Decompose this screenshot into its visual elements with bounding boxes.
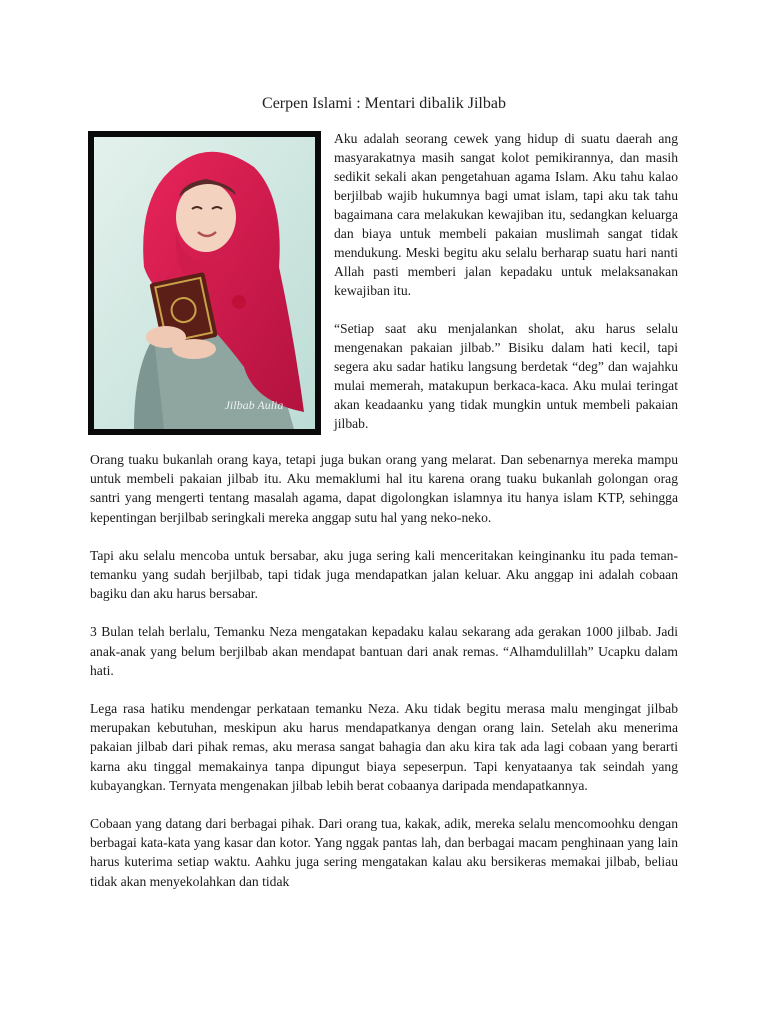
document-title: Cerpen Islami : Mentari dibalik Jilbab: [262, 95, 506, 112]
body-paragraph-4: Lega rasa hatiku mendengar perkataan temanku Neza. Aku tidak begitu merasa malu mengingat jilbab merupakan kebutuhan, meskipun aku harus mendapatkanya dengan orang lain. Setelah aku menerima pakaian jilbab dari pihak remas, aku merasa sangat bahagia dan aku kira tak ada lagi cobaan yang berarti karna aku tinggal memakainya tanpa dipungut biaya sepeserpun. Tapi kenyataanya tak seindah yang kubayangkan. Ternyata mengenakan jilbab lebih berat cobaanya daripada mendapatkannya.: [90, 701, 678, 793]
photo-caption: Jilbab Aulia: [224, 398, 284, 412]
body-paragraph-3: 3 Bulan telah berlalu, Temanku Neza mengatakan kepadaku kalau sekarang ada gerakan 1000 jilbab. Jadi anak-anak yang belum berjilbab akan mendapat bantuan dari anak remas. “Alhamdulillah” Ucapku dalam hati.: [90, 624, 678, 678]
body-column: [90, 450, 678, 910]
hijab-photo-frame: [88, 131, 321, 435]
hijab-photo: [94, 137, 315, 429]
side-paragraph-2: “Setiap saat aku menjalankan sholat, aku harus selalu mengenakan pakaian jilbab.” Bisiku dalam hati kecil, tapi segera aku sadar hatiku langsung berdetak “deg” dan wajahku mulai memerah, matakupun berkaca-kaca. Aku mulai teringat akan keadaanku yang tidak mungkin untuk membeli pakaian jilbab.: [334, 321, 678, 431]
side-column: [334, 129, 678, 452]
body-paragraph-2: Tapi aku selalu mencoba untuk bersabar, aku juga sering kali menceritakan keinginanku itu pada teman-temanku yang sudah berjilbab, tapi tidak juga mendapatkan jalan keluar. Aku anggap ini adalah cobaan bagiku dan aku harus bersabar.: [90, 547, 678, 602]
body-paragraph-5: Cobaan yang datang dari berbagai pihak. Dari orang tua, kakak, adik, mereka selalu mencomoohku dengan berbagai kata-kata yang kasar dan kotor. Yang nggak pantas lah, dan berbagai macam penghinaan yang lain harus kuterima setiap waktu. Aahku juga sering mengatakan kalau aku bersikeras memakai jilbab, beliau tidak akan menyekolahkan dan tidak: [90, 816, 678, 889]
hijab-illustration: [94, 137, 315, 429]
side-paragraph-1: Aku adalah seorang cewek yang hidup di suatu daerah ang masyarakatnya masih sangat kolot pemikirannya, dan masih sedikit sekali akan pengetahuan agama Islam. Aku tahu kalao berjilbab wajib hukumnya bagi umat islam, tapi aku tak tahu bagaimana cara melakukan kewajiban itu, sedangkan keluarga dan biaya untuk membeli pakaian muslimah sangat tidak mendukung. Meski begitu aku selalu berharap suatu hari nanti Allah pasti memberi jalan kepadaku untuk melaksanakan kewajiban itu.: [334, 131, 678, 298]
body-paragraph-1: Orang tuaku bukanlah orang kaya, tetapi juga bukan orang yang melarat. Dan sebenarnya mereka mampu untuk membeli pakaian jilbab itu. Aku memaklumi hal itu karena orang tuaku bukanlah golongan orag santri yang mengerti tentang masalah agama, dapat digolongkan islamnya itu hanya islam KTP, sehingga kepentingan berjilbab seringkali mereka anggap sutu hal yang neko-neko.: [90, 452, 678, 525]
